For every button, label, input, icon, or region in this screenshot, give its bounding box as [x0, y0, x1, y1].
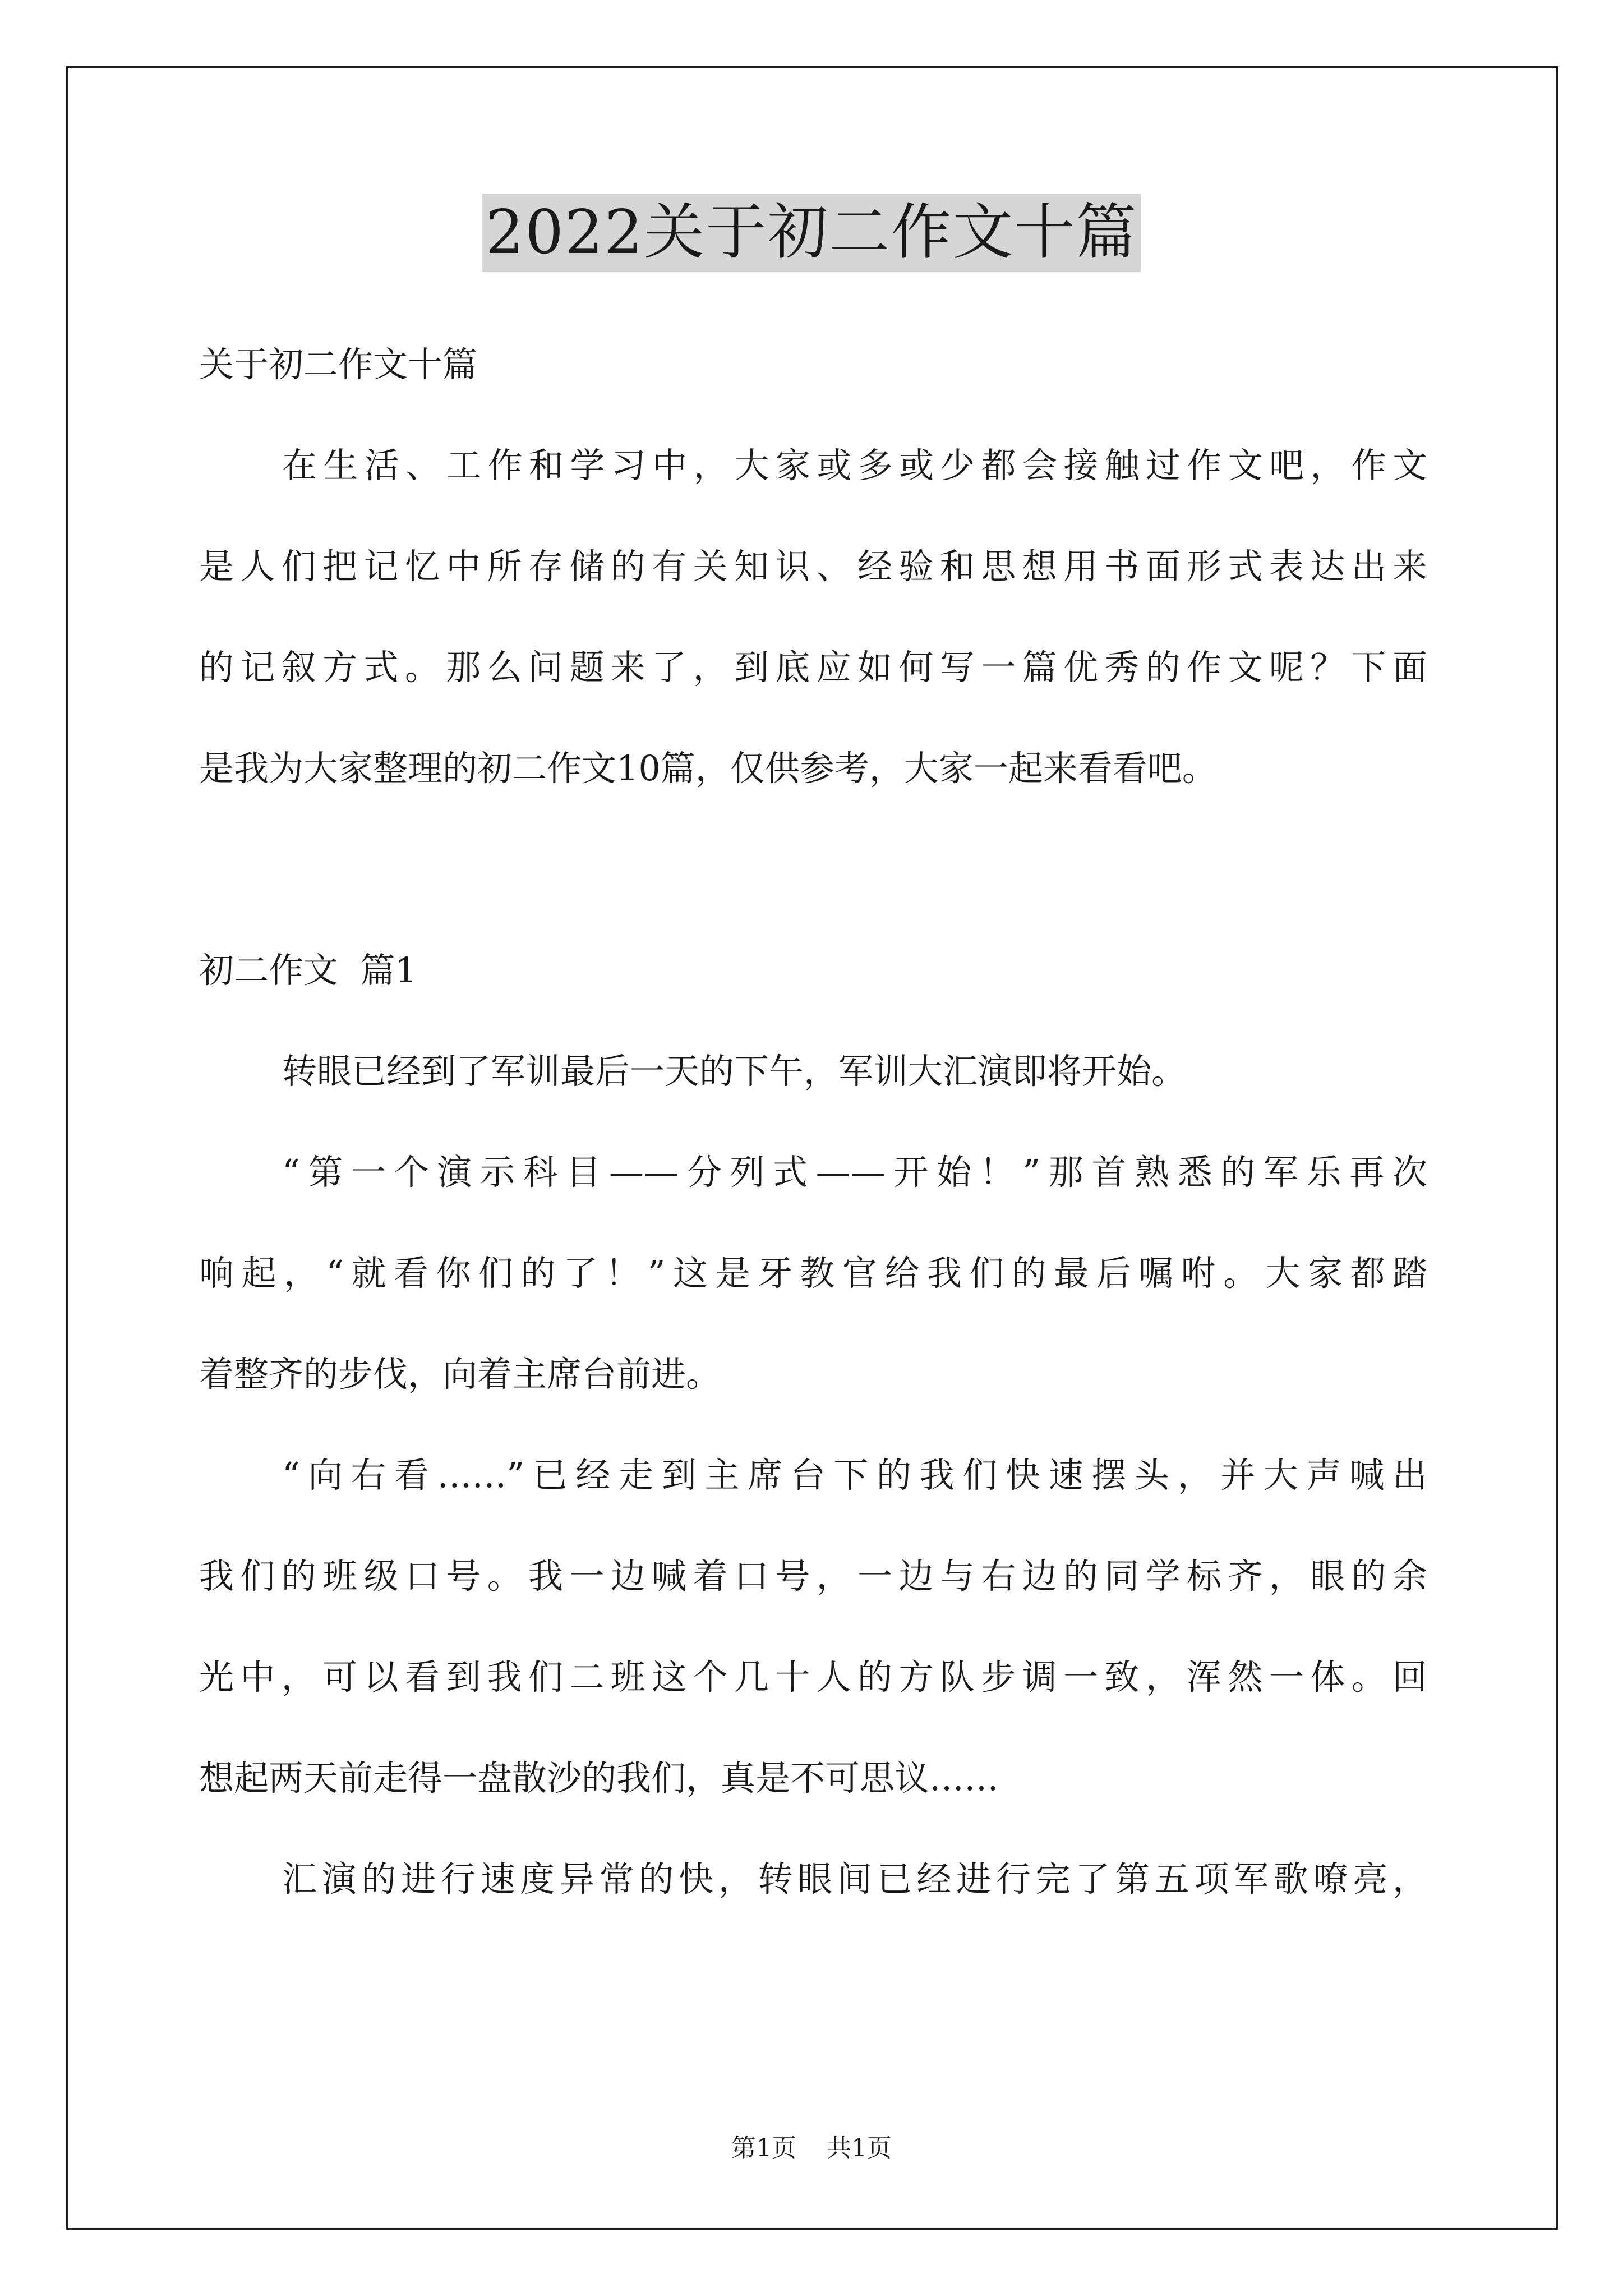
paragraph-line: 光中，可以看到我们二班这个几十人的方队步调一致，浑然一体。回	[199, 1657, 1427, 1697]
paragraph-line: 响起，“就看你们的了！”这是牙教官给我们的最后嘱咐。大家都踏	[199, 1253, 1427, 1294]
document-body	[199, 314, 1427, 1930]
document-subtitle: 关于初二作文十篇	[199, 344, 478, 385]
intro-line: 的记叙方式。那么问题来了，到底应如何写一篇优秀的作文呢？下面	[199, 647, 1427, 688]
page-footer	[0, 2132, 1623, 2165]
section-heading: 初二作文 篇1	[199, 950, 417, 991]
paragraph-line: “第一个演示科目——分列式——开始！”那首熟悉的军乐再次	[282, 1152, 1427, 1193]
intro-line: 是我为大家整理的初二作文10篇，仅供参考，大家一起来看看吧。	[199, 748, 1217, 789]
paragraph-line: 我们的班级口号。我一边喊着口号，一边与右边的同学标齐，眼的余	[199, 1556, 1427, 1596]
paragraph-line: 着整齐的步伐，向着主席台前进。	[199, 1354, 721, 1395]
paragraph-line: 转眼已经到了军训最后一天的下午，军训大汇演即将开始。	[282, 1051, 1187, 1092]
page-number-current: 第1页	[731, 2134, 796, 2162]
document-title: 2022关于初二作文十篇	[482, 194, 1141, 272]
paragraph-line: “向右看……”已经走到主席台下的我们快速摆头，并大声喊出	[282, 1455, 1427, 1496]
intro-line: 在生活、工作和学习中，大家或多或少都会接触过作文吧，作文	[282, 445, 1427, 486]
spacer	[199, 819, 1427, 920]
title-container	[0, 194, 1623, 272]
paragraph-line: 汇演的进行速度异常的快，转眼间已经进行完了第五项军歌嘹亮，	[282, 1858, 1427, 1899]
intro-line: 是人们把记忆中所存储的有关知识、经验和思想用书面形式表达出来	[199, 546, 1427, 587]
page-number-total: 共1页	[827, 2134, 892, 2162]
paragraph-line: 想起两天前走得一盘散沙的我们，真是不可思议……	[199, 1757, 999, 1798]
